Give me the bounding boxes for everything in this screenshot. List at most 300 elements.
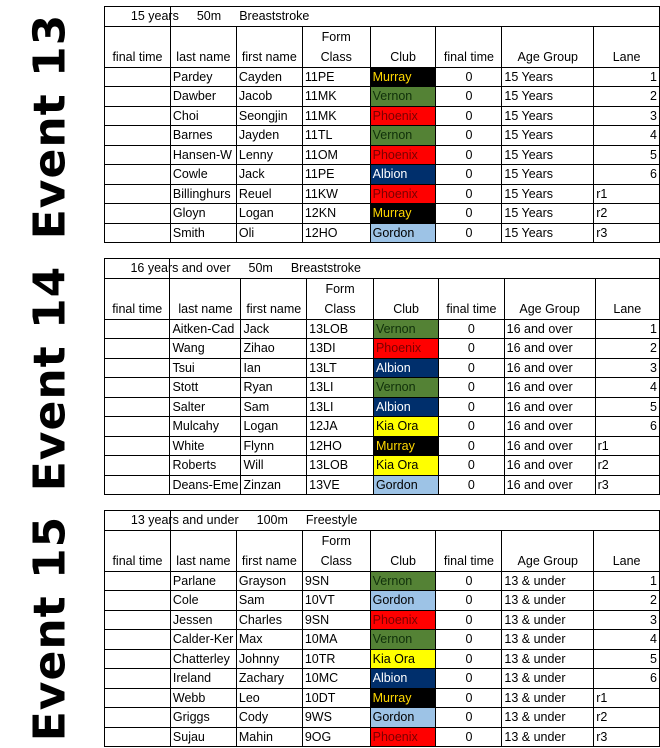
lane: 4 [594, 630, 660, 650]
final-time-entry [105, 87, 171, 107]
table-row [105, 358, 660, 378]
last-name: Choi [170, 106, 236, 126]
table-row [105, 204, 660, 224]
age-group: 15 Years [502, 106, 594, 126]
last-name: Wang [170, 339, 241, 359]
time-value: 0 [436, 204, 502, 224]
header-form: Form [302, 530, 370, 551]
table-row [105, 649, 660, 669]
form-class: 13LI [307, 397, 374, 417]
header-age-group: Age Group [502, 47, 594, 68]
club: Gordon [373, 475, 438, 495]
lane: 6 [594, 165, 660, 185]
first-name: Oli [236, 223, 302, 243]
table-row [105, 67, 660, 87]
club: Albion [370, 165, 436, 185]
table-row [105, 126, 660, 146]
first-name: Logan [236, 204, 302, 224]
final-time-entry [105, 417, 170, 437]
club: Vernon [373, 378, 438, 398]
age-group: 16 and over [504, 319, 595, 339]
last-name: Tsui [170, 358, 241, 378]
club: Kia Ora [373, 456, 438, 476]
form-class: 11PE [302, 165, 370, 185]
lane: r2 [595, 456, 659, 476]
lane: 5 [594, 649, 660, 669]
header-cell-top [370, 26, 436, 47]
age-group: 13 & under [502, 708, 594, 728]
first-name: Zihao [241, 339, 307, 359]
lane: r2 [594, 708, 660, 728]
last-name: Ireland [170, 669, 236, 689]
last-name: Deans-Eme [170, 475, 241, 495]
time-value: 0 [439, 475, 504, 495]
lane: 1 [595, 319, 659, 339]
form-class: 10MA [302, 630, 370, 650]
time-value: 0 [436, 688, 502, 708]
header-final-time2: final time [439, 299, 504, 320]
event-title-cell [130, 259, 660, 279]
header-cell-top [502, 530, 594, 551]
event-label [0, 258, 100, 498]
header-row [105, 299, 660, 320]
last-name: Cowle [170, 165, 236, 185]
first-name: Will [241, 456, 307, 476]
last-name: Calder-Ker [170, 630, 236, 650]
table-row [105, 610, 660, 630]
table-row [105, 571, 660, 591]
club: Vernon [373, 319, 438, 339]
header-final-time2: final time [436, 551, 502, 572]
time-value: 0 [436, 184, 502, 204]
time-value: 0 [436, 145, 502, 165]
header-age-group: Age Group [504, 299, 595, 320]
event-title [119, 7, 657, 25]
last-name: Roberts [170, 456, 241, 476]
age-group: 16 and over [504, 358, 595, 378]
first-name: Cayden [236, 67, 302, 87]
time-value: 0 [436, 708, 502, 728]
first-name: Charles [236, 610, 302, 630]
table-row [105, 378, 660, 398]
table-row [105, 106, 660, 126]
age-group: 13 & under [502, 610, 594, 630]
form-class: 11KW [302, 184, 370, 204]
time-value: 0 [439, 436, 504, 456]
header-cell-top [170, 530, 236, 551]
final-time-entry [105, 106, 171, 126]
final-time-entry [105, 688, 171, 708]
table-row [105, 688, 660, 708]
lane: r1 [594, 184, 660, 204]
header-lane: Lane [594, 551, 660, 572]
first-name: Ian [241, 358, 307, 378]
age-group: 15 Years [502, 204, 594, 224]
time-value: 0 [436, 727, 502, 747]
age-group: 16 and over [504, 397, 595, 417]
form-class: 9OG [302, 727, 370, 747]
lane: 5 [595, 397, 659, 417]
final-time-entry [105, 591, 171, 611]
header-cell-top [373, 278, 438, 299]
header-cell-top [241, 278, 307, 299]
club: Vernon [370, 630, 436, 650]
header-cell-top [170, 26, 236, 47]
first-name: Logan [241, 417, 307, 437]
final-time-entry [105, 184, 171, 204]
time-value: 0 [436, 649, 502, 669]
time-value: 0 [439, 319, 504, 339]
header-cell-top [594, 26, 660, 47]
table-row [105, 456, 660, 476]
header-class: Class [302, 47, 370, 68]
club: Phoenix [373, 339, 438, 359]
lane: r1 [594, 688, 660, 708]
header-club: Club [373, 299, 438, 320]
last-name: Mulcahy [170, 417, 241, 437]
event-title [119, 511, 657, 529]
last-name: Webb [170, 688, 236, 708]
final-time-entry [105, 397, 170, 417]
final-time-entry [105, 610, 171, 630]
final-time-entry [105, 339, 170, 359]
table-row [105, 669, 660, 689]
club: Gordon [370, 591, 436, 611]
lane: 2 [594, 591, 660, 611]
final-time-entry [105, 378, 170, 398]
event-age: 13 years and under [130, 513, 239, 528]
age-group: 16 and over [504, 417, 595, 437]
header-first-name: first name [236, 551, 302, 572]
form-class: 10VT [302, 591, 370, 611]
age-group: 13 & under [502, 727, 594, 747]
last-name: Smith [170, 223, 236, 243]
table-row [105, 436, 660, 456]
event-label-text: Event 14 [24, 265, 76, 491]
first-name: Jack [241, 319, 307, 339]
time-value: 0 [436, 87, 502, 107]
header-form: Form [302, 26, 370, 47]
last-name: Parlane [170, 571, 236, 591]
event-table [104, 258, 660, 495]
form-class: 12HO [302, 223, 370, 243]
event-distance: 50m [196, 9, 222, 24]
header-last-name: last name [170, 47, 236, 68]
header-cell-top [594, 530, 660, 551]
table-row [105, 339, 660, 359]
header-row [105, 47, 660, 68]
first-name: Jayden [236, 126, 302, 146]
first-name: Max [236, 630, 302, 650]
header-first-name: first name [241, 299, 307, 320]
club: Phoenix [370, 145, 436, 165]
table-row [105, 397, 660, 417]
table-row [105, 145, 660, 165]
header-cell-top [439, 278, 504, 299]
header-row-top [105, 530, 660, 551]
header-row-top [105, 26, 660, 47]
header-club: Club [370, 551, 436, 572]
final-time-entry [105, 649, 171, 669]
last-name: Jessen [170, 610, 236, 630]
first-name: Sam [236, 591, 302, 611]
final-time-entry [105, 475, 170, 495]
age-group: 13 & under [502, 649, 594, 669]
age-group: 16 and over [504, 475, 595, 495]
event-title-row [105, 259, 660, 279]
first-name: Mahin [236, 727, 302, 747]
lane: r1 [595, 436, 659, 456]
header-final-time: final time [105, 299, 170, 320]
event-age: 16 years and over [130, 261, 231, 276]
table-row [105, 708, 660, 728]
age-group: 15 Years [502, 126, 594, 146]
lane: 2 [595, 339, 659, 359]
event-title-cell [130, 511, 659, 531]
table-row [105, 475, 660, 495]
header-cell-top [236, 26, 302, 47]
table-row [105, 87, 660, 107]
header-club: Club [370, 47, 436, 68]
header-cell-top [170, 278, 241, 299]
last-name: Cole [170, 591, 236, 611]
age-group: 16 and over [504, 378, 595, 398]
header-cell-top [105, 530, 171, 551]
time-value: 0 [436, 571, 502, 591]
first-name: Cody [236, 708, 302, 728]
header-final-time: final time [105, 47, 171, 68]
final-time-entry [105, 456, 170, 476]
age-group: 16 and over [504, 456, 595, 476]
event-label [0, 510, 100, 746]
first-name: Sam [241, 397, 307, 417]
final-time-entry [105, 571, 171, 591]
lane: r3 [594, 223, 660, 243]
lane: r3 [594, 727, 660, 747]
first-name: Ryan [241, 378, 307, 398]
final-time-entry [105, 319, 170, 339]
time-value: 0 [436, 610, 502, 630]
club: Murray [370, 204, 436, 224]
event-title-row [105, 7, 660, 27]
first-name: Jacob [236, 87, 302, 107]
lane: 3 [594, 106, 660, 126]
table-row [105, 165, 660, 185]
lane: 4 [595, 378, 659, 398]
final-time-entry [105, 436, 170, 456]
final-time-entry [105, 165, 171, 185]
lane: 3 [594, 610, 660, 630]
form-class: 12KN [302, 204, 370, 224]
time-value: 0 [436, 591, 502, 611]
age-group: 13 & under [502, 688, 594, 708]
event-distance: 100m [256, 513, 288, 528]
form-class: 13VE [307, 475, 374, 495]
table-row [105, 223, 660, 243]
age-group: 16 and over [504, 339, 595, 359]
form-class: 11TL [302, 126, 370, 146]
club: Phoenix [370, 610, 436, 630]
form-class: 11MK [302, 106, 370, 126]
table-row [105, 630, 660, 650]
time-value: 0 [439, 397, 504, 417]
first-name: Lenny [236, 145, 302, 165]
lane: 3 [595, 358, 659, 378]
time-value: 0 [439, 456, 504, 476]
last-name: Chatterley [170, 649, 236, 669]
last-name: Billinghurs [170, 184, 236, 204]
first-name: Zachary [236, 669, 302, 689]
first-name: Reuel [236, 184, 302, 204]
club: Murray [370, 67, 436, 87]
age-group: 13 & under [502, 571, 594, 591]
form-class: 13DI [307, 339, 374, 359]
last-name: White [170, 436, 241, 456]
first-name: Seongjin [236, 106, 302, 126]
final-time-entry [105, 223, 171, 243]
time-value: 0 [436, 67, 502, 87]
form-class: 13LOB [307, 319, 374, 339]
age-group: 15 Years [502, 165, 594, 185]
age-group: 13 & under [502, 669, 594, 689]
header-age-group: Age Group [502, 551, 594, 572]
time-value: 0 [436, 165, 502, 185]
header-cell-top [436, 530, 502, 551]
club: Vernon [370, 126, 436, 146]
form-class: 13LI [307, 378, 374, 398]
lane: 4 [594, 126, 660, 146]
header-cell-top [105, 26, 171, 47]
lane: 2 [594, 87, 660, 107]
event-table [104, 510, 660, 747]
form-class: 9SN [302, 610, 370, 630]
time-value: 0 [436, 106, 502, 126]
event-stroke: Freestyle [305, 513, 358, 528]
event-title-cell [130, 7, 659, 27]
header-last-name: last name [170, 551, 236, 572]
club: Kia Ora [370, 649, 436, 669]
form-class: 11OM [302, 145, 370, 165]
club: Phoenix [370, 106, 436, 126]
lane: 6 [595, 417, 659, 437]
last-name: Griggs [170, 708, 236, 728]
event-stroke: Breaststroke [290, 261, 362, 276]
header-cell-top [502, 26, 594, 47]
form-class: 10MC [302, 669, 370, 689]
club: Gordon [370, 223, 436, 243]
time-value: 0 [439, 417, 504, 437]
club: Vernon [370, 87, 436, 107]
form-class: 10TR [302, 649, 370, 669]
form-class: 10DT [302, 688, 370, 708]
lane: r2 [594, 204, 660, 224]
header-lane: Lane [595, 299, 659, 320]
last-name: Salter [170, 397, 241, 417]
final-time-entry [105, 67, 171, 87]
event-label [0, 6, 100, 246]
time-value: 0 [439, 358, 504, 378]
form-class: 12JA [307, 417, 374, 437]
age-group: 16 and over [504, 436, 595, 456]
form-class: 13LOB [307, 456, 374, 476]
header-row [105, 551, 660, 572]
age-group: 15 Years [502, 145, 594, 165]
event-table [104, 6, 660, 243]
final-time-entry [105, 630, 171, 650]
time-value: 0 [439, 378, 504, 398]
event-distance: 50m [248, 261, 273, 276]
header-cell-top [236, 530, 302, 551]
header-final-time2: final time [436, 47, 502, 68]
lane: r3 [595, 475, 659, 495]
last-name: Hansen-W [170, 145, 236, 165]
club: Vernon [370, 571, 436, 591]
event-label-text: Event 15 [24, 515, 76, 741]
time-value: 0 [439, 339, 504, 359]
club: Albion [373, 397, 438, 417]
table-row [105, 319, 660, 339]
header-row-top [105, 278, 660, 299]
lane: 5 [594, 145, 660, 165]
form-class: 11PE [302, 67, 370, 87]
header-last-name: last name [170, 299, 241, 320]
header-first-name: first name [236, 47, 302, 68]
table-row [105, 417, 660, 437]
age-group: 15 Years [502, 223, 594, 243]
form-class: 9SN [302, 571, 370, 591]
last-name: Aitken-Cad [170, 319, 241, 339]
age-group: 13 & under [502, 591, 594, 611]
event-stroke: Breaststroke [239, 9, 310, 24]
club: Gordon [370, 708, 436, 728]
first-name: Johnny [236, 649, 302, 669]
first-name: Jack [236, 165, 302, 185]
final-time-entry [105, 204, 171, 224]
form-class: 9WS [302, 708, 370, 728]
table-row [105, 184, 660, 204]
header-class: Class [307, 299, 374, 320]
club: Phoenix [370, 184, 436, 204]
header-final-time: final time [105, 551, 171, 572]
header-form: Form [307, 278, 374, 299]
final-time-entry [105, 669, 171, 689]
last-name: Pardey [170, 67, 236, 87]
final-time-entry [105, 727, 171, 747]
first-name: Flynn [241, 436, 307, 456]
club: Kia Ora [373, 417, 438, 437]
table-row [105, 591, 660, 611]
age-group: 15 Years [502, 87, 594, 107]
age-group: 13 & under [502, 630, 594, 650]
form-class: 12HO [307, 436, 374, 456]
final-time-entry [105, 358, 170, 378]
header-cell-top [504, 278, 595, 299]
last-name: Gloyn [170, 204, 236, 224]
time-value: 0 [436, 669, 502, 689]
header-cell-top [436, 26, 502, 47]
form-class: 13LT [307, 358, 374, 378]
first-name: Leo [236, 688, 302, 708]
last-name: Stott [170, 378, 241, 398]
age-group: 15 Years [502, 184, 594, 204]
final-time-entry [105, 145, 171, 165]
lane: 6 [594, 669, 660, 689]
club: Murray [370, 688, 436, 708]
club: Murray [373, 436, 438, 456]
header-class: Class [302, 551, 370, 572]
header-cell-top [105, 278, 170, 299]
lane: 1 [594, 67, 660, 87]
